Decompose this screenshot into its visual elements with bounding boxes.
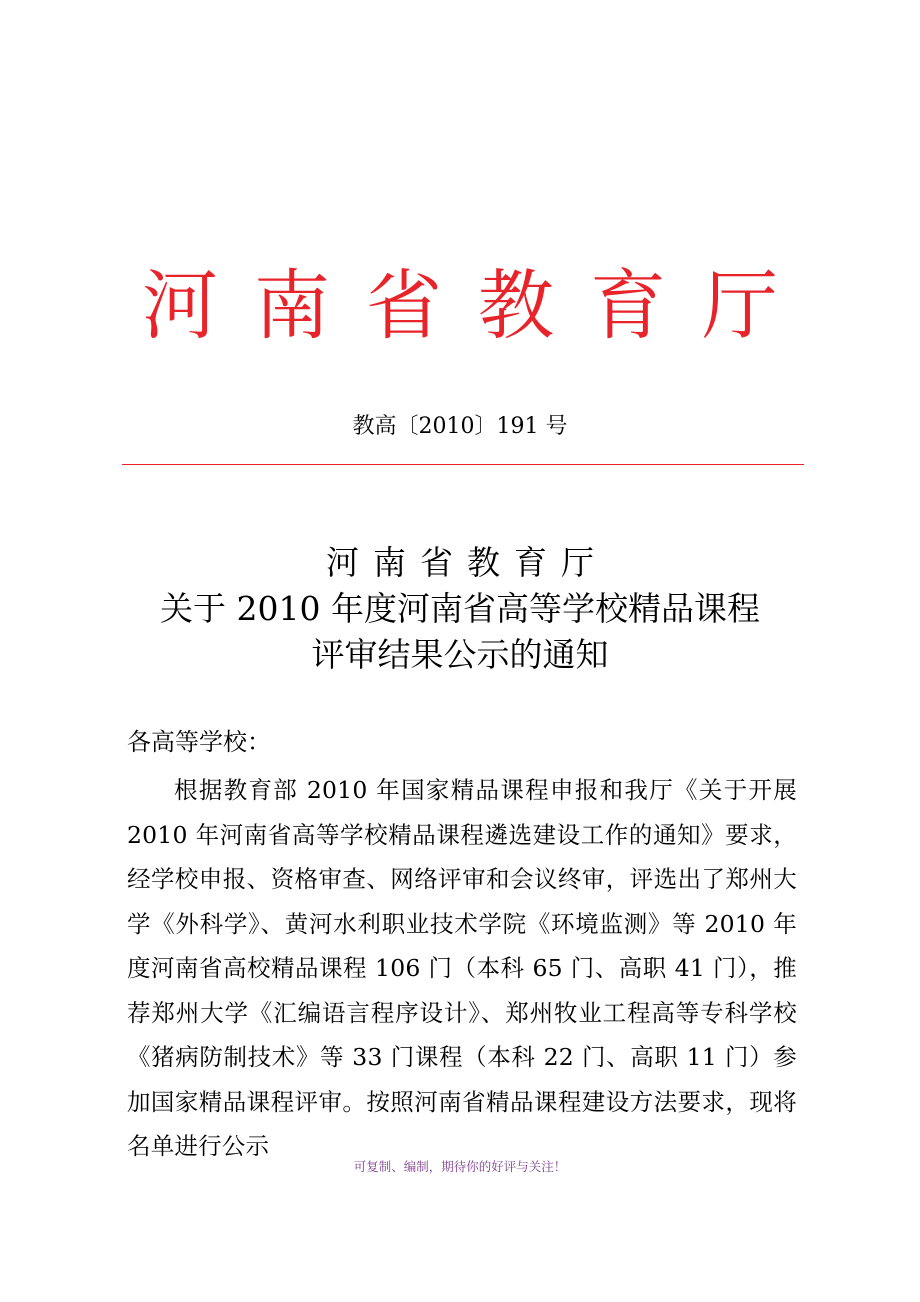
red-divider-rule [122,464,804,465]
footer-note: 可复制、编制，期待你的好评与关注！ [353,1159,567,1174]
salutation: 各高等学校： [127,728,271,756]
notice-title-line-2: 关于 2010 年度河南省高等学校精品课程 [160,589,760,628]
notice-title-line-3: 评审结果公示的通知 [311,635,609,674]
notice-title-line-1: 河南省教育厅 [326,543,608,582]
notice-title [0,540,920,678]
document-number: 教高〔2010〕191 号 [352,414,568,439]
body-paragraph: 根据教育部 2010 年国家精品课程申报和我厅《关于开展 2010 年河南省高等学校精品课程遴选建设工作的通知》要求，经学校申报、资格审查、网络评审和会议终审，评选出了郑州大学《外科学》、黄河水利职业技术学院《环境监测》等 2010 年度河南省高校精品课程 106 门（本科 65 门、高职 41 门），推荐郑州大学《汇编语言程序设计》、郑州牧业工程高等专科学校《猪病防制技术》等 33 门课程（本科 22 门、高职 11 门）参加国家精品课程评审。按照河南省精品课程建设方法要求，现将名单进行公示 [127,776,797,1160]
masthead-title: 河南省教育厅 [142,261,814,350]
